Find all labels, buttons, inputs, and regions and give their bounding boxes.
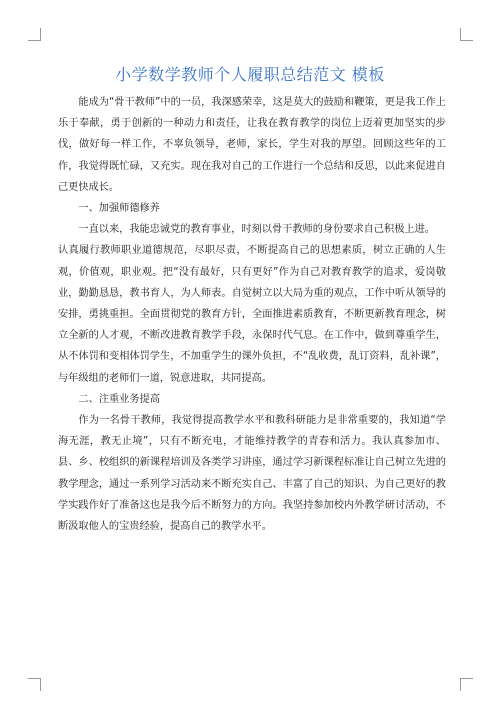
corner-mark-bottom-left (28, 678, 41, 691)
paragraph-2: 认真履行教师职业道德规范，尽职尽责，不断提高自己的思想素质，树立正确的人生观，价值观，职业观。把“没有最好，只有更好”作为自己对教育教学的追求，爱岗敬业，勤勤恳恳，教书育人，为人师表。自觉树立以大局为重的观点，工作中听从领导的安排，勇挑重担。全面贯彻党的教育方针，全面推进素质教育，不断更新教育理念，树立全新的人才观，不断改进教育教学手段，永保时代气息。在工作中，做到尊重学生，从不体罚和变相体罚学生，不加重学生的课外负担，不“乱收费，乱订资料，乱补课”，与年级组的老师们一道，锐意进取，共同提高。 (58, 245, 446, 384)
section-heading-1: 一、加强师德修养 (78, 203, 160, 215)
paragraph-intro: 能成为“骨干教师”中的一员，我深感荣幸，这是莫大的鼓励和鞭策，更是我工作上乐于奉献，勇于创新的一种动力和责任，让我在教育教学的岗位上迈着更加坚实的步伐，做好每一样工作，不辜负领导，老师，家长，学生对我的厚望。回顾这些年的工作，我觉得既忙碌，又充实。现在我对自己的工作进行一个总结和反思，以此来促进自己更快成长。 (58, 97, 446, 193)
paragraph-1: 一直以来，我能忠诚党的教育事业，时刻以骨干教师的身份要求自己积极上进。 (78, 224, 435, 236)
corner-mark-top-left (28, 28, 41, 41)
document-title: 小学数学教师个人履职总结范文 模板 (115, 65, 385, 84)
corner-mark-top-right (460, 28, 473, 41)
paragraph-3: 作为一名骨干教师，我觉得提高教学水平和教科研能力是非常重要的，我知道“学海无涯，教无止境”，只有不断充电，才能维持教学的青春和活力。我认真参加市、县、乡、校组织的新课程培训及各类学习讲座，通过学习新课程标准让自己树立先进的教学理念，通过一系列学习活动来不断充实自己、丰富了自己的知识、为自己更好的教学实践作好了准备这也是我今后不断努力的方向。我坚持参加校内外教学研讨活动，不断汲取他人的宝贵经验，提高自己的教学水平。 (58, 415, 446, 533)
corner-mark-bottom-right (460, 678, 473, 691)
section-heading-2: 二、注重业务提高 (78, 393, 160, 405)
document-body (58, 92, 446, 537)
